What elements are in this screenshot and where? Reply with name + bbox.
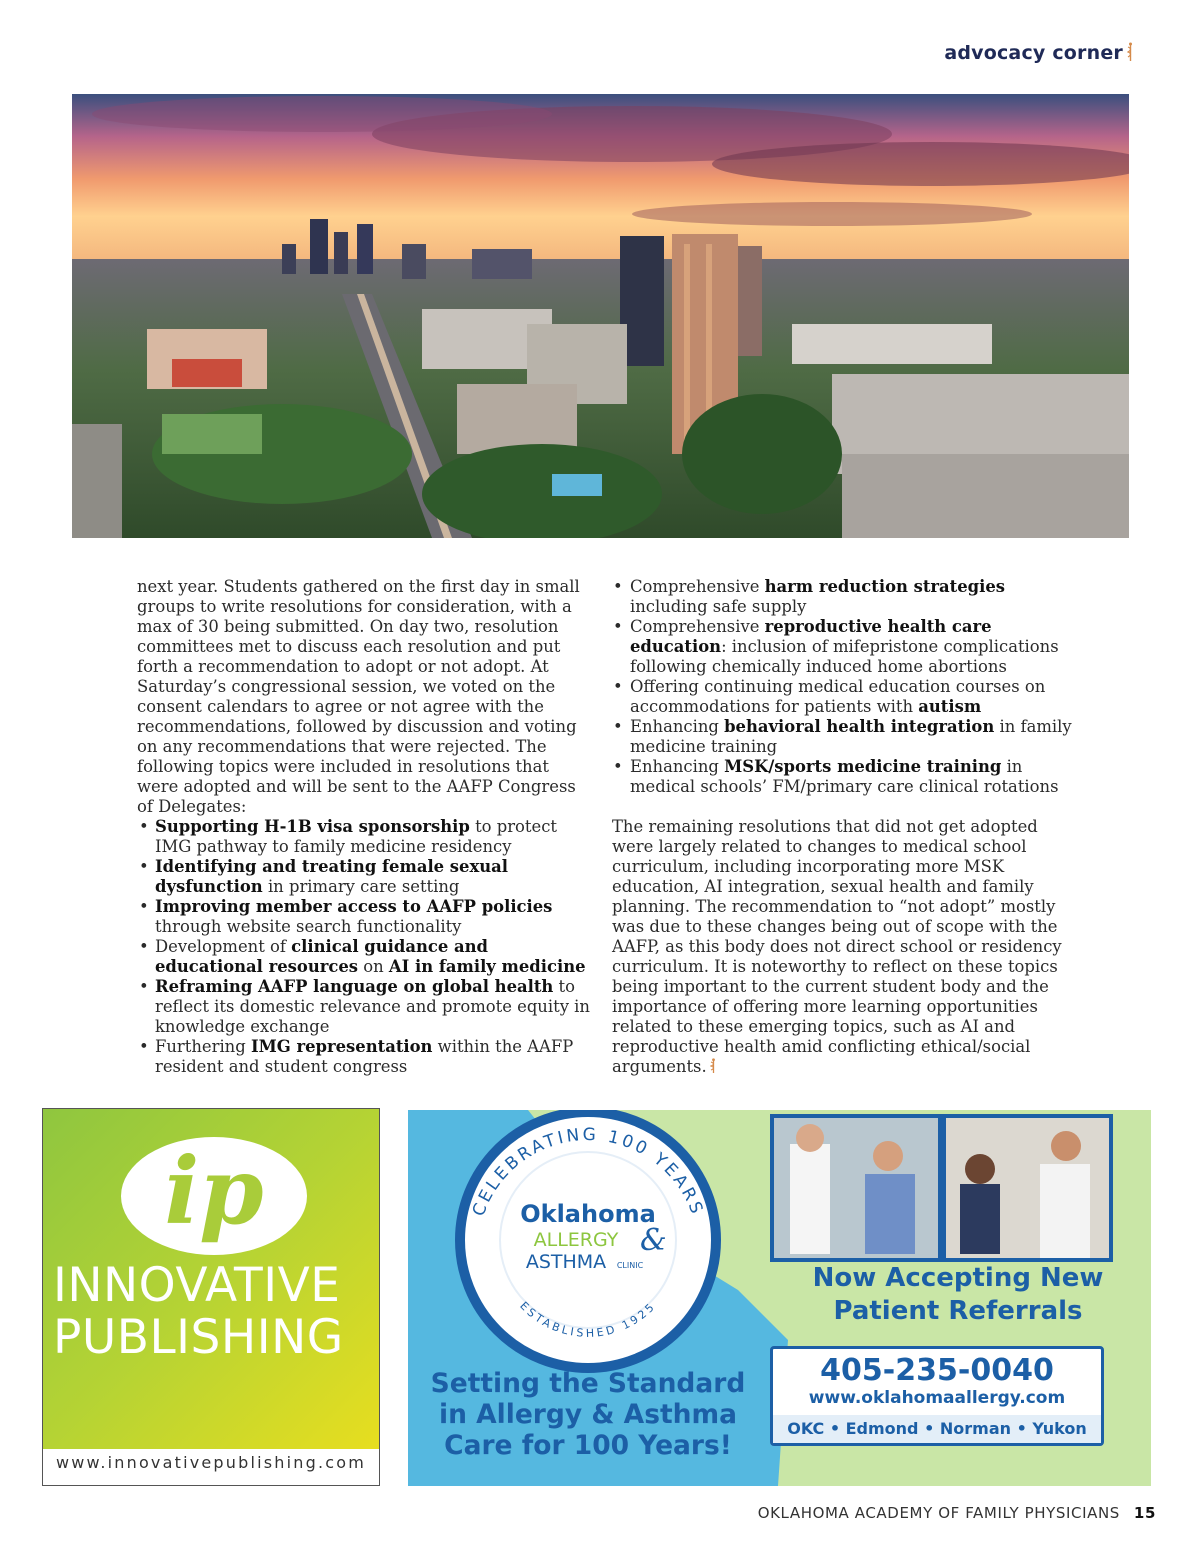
phone-number[interactable]: 405-235-0040 bbox=[820, 1353, 1054, 1388]
list-item: • Identifying and treating female sexual dysfunction in primary care setting bbox=[137, 857, 595, 897]
svg-text:ASTHMA: ASTHMA bbox=[525, 1251, 607, 1273]
closing-paragraph: The remaining resolutions that did not get adopted were largely related to changes to medical school curriculum, including incorporating more MSK education, AI integration, sexual health and family planning. The recommendation to “not adopt” mostly was due to these changes being out of scope with the AAFP, as this body does not direct school or residency curriculum. It is noteworthy to reflect on these topics being important to the current student body and the importance of offering more learning opportunities related to these emerging topics, such as AI and reproductive health amid conflicting ethical/social arguments. bbox=[612, 817, 1062, 1076]
list-item: • Development of clinical guidance and educational resources on AI in family medicine bbox=[137, 937, 595, 977]
svg-text:ALLERGY: ALLERGY bbox=[533, 1229, 619, 1251]
innovative-publishing-ad[interactable] bbox=[42, 1108, 380, 1486]
list-item: • Enhancing MSK/sports medicine training in medical schools’ FM/primary care clinical rotations bbox=[612, 757, 1072, 797]
adopted-resolutions-list-continued bbox=[612, 577, 1072, 797]
clinic-staff-photos bbox=[770, 1114, 1113, 1262]
right-column bbox=[612, 577, 1072, 1077]
section-tag bbox=[944, 42, 1134, 64]
intro-paragraph: next year. Students gathered on the first day in small groups to write resolutions for consideration, with a max of 30 being submitted. On day two, resolution committees met to discuss each resolution and put forth a recommendation to adopt or not adopt. At Saturday’s congressional session, we voted on the consent calendars to agree or not agree with the recommendations, followed by discussion and voting on any recommendations that were rejected. The following topics were included in resolutions that were adopted and will be sent to the AAFP Congress of Delegates: bbox=[137, 577, 580, 816]
caduceus-icon bbox=[1127, 42, 1134, 62]
svg-text:Oklahoma: Oklahoma bbox=[520, 1200, 656, 1228]
list-item: • Comprehensive harm reduction strategies including safe supply bbox=[612, 577, 1072, 617]
oklahoma-allergy-ad[interactable] bbox=[408, 1110, 1151, 1486]
svg-text:ESTABLISHED 1925: ESTABLISHED 1925 bbox=[517, 1299, 659, 1340]
ip-monogram-logo bbox=[121, 1137, 307, 1255]
page-number: 15 bbox=[1133, 1504, 1156, 1522]
list-item: • Furthering IMG representation within the AAFP resident and student congress bbox=[137, 1037, 595, 1077]
section-tag-label: advocacy corner bbox=[944, 42, 1123, 64]
ad-website-link[interactable]: www.innovativepublishing.com bbox=[55, 1453, 367, 1472]
brand-name-line1: INNOVATIVE bbox=[53, 1258, 341, 1313]
svg-text:CLINIC: CLINIC bbox=[616, 1261, 644, 1270]
list-item: • Enhancing behavioral health integration in family medicine training bbox=[612, 717, 1072, 757]
list-item: • Supporting H-1B visa sponsorship to protect IMG pathway to family medicine residency bbox=[137, 817, 595, 857]
list-item: • Improving member access to AAFP policies through website search functionality bbox=[137, 897, 595, 937]
left-column bbox=[137, 577, 595, 1077]
ad-website-link[interactable]: www.oklahomaallergy.com bbox=[808, 1388, 1066, 1408]
list-item: • Reframing AAFP language on global health to reflect its domestic relevance and promote equity in knowledge exchange bbox=[137, 977, 595, 1037]
svg-text:ip: ip bbox=[164, 1137, 264, 1245]
clinic-locations: OKC • Edmond • Norman • Yukon bbox=[773, 1415, 1101, 1443]
city-skyline-photo bbox=[72, 94, 1129, 538]
svg-text:CELEBRATING 100 YEARS: CELEBRATING 100 YEARS bbox=[468, 1124, 708, 1220]
list-item: • Comprehensive reproductive health care education: inclusion of mifepristone complications following chemically induced home abortions bbox=[612, 617, 1072, 677]
page-footer bbox=[758, 1504, 1156, 1522]
ad-tagline: Setting the Standard in Allergy & Asthma Care for 100 Years! bbox=[430, 1368, 746, 1461]
brand-name-line2: PUBLISHING bbox=[53, 1310, 344, 1365]
list-item: • Offering continuing medical education courses on accommodations for patients with autism bbox=[612, 677, 1072, 717]
end-mark-icon bbox=[710, 1058, 717, 1074]
svg-text:&: & bbox=[640, 1223, 667, 1258]
publication-name: OKLAHOMA ACADEMY OF FAMILY PHYSICIANS bbox=[757, 1504, 1120, 1522]
adopted-resolutions-list bbox=[137, 817, 595, 1077]
referrals-headline: Now Accepting New Patient Referrals bbox=[812, 1263, 1104, 1326]
contact-box[interactable] bbox=[770, 1346, 1104, 1446]
